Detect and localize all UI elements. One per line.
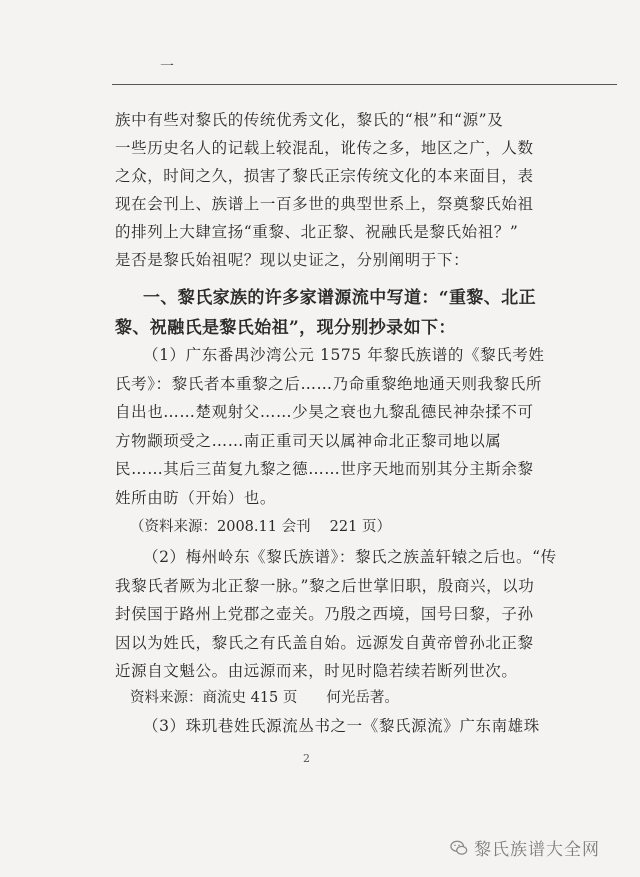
text-line: 的排列上大肆宣扬“重黎、北正黎、祝融氏是黎氏始祖？” <box>115 223 519 241</box>
watermark-text: 黎氏族谱大全网 <box>474 840 600 860</box>
text-line: 方物颛顼受之……南正重司天以属神命北正黎司地以属 <box>115 431 502 450</box>
heading-line: 黎、祝融氏是黎氏始祖”，现分别抄录如下： <box>115 318 456 338</box>
text-line: （2）梅州岭东《黎氏族谱》：黎氏之族盖轩辕之后也。“传 <box>143 548 557 566</box>
text-line: （1）广东番禺沙湾公元 1575 年黎氏族谱的《黎氏考姓 <box>143 346 545 364</box>
text-line: 自出也……楚观射父……少昊之衰也九黎乱德民神杂揉不可 <box>115 403 534 421</box>
text-line: 之众，时间之久，损害了黎氏正宗传统文化的本来面目，表 <box>115 167 534 185</box>
source-note-2: 资料来源：商流史 415 页 何光岳著。 <box>130 690 399 706</box>
watermark <box>450 835 600 860</box>
section-heading <box>115 283 625 343</box>
source-note-1: （资料来源：2008.11 会刊 221 页） <box>130 519 391 535</box>
paragraph-intro <box>115 106 615 274</box>
page-number: 2 <box>303 752 310 765</box>
text-line: 姓所由昉（开始）也。 <box>115 488 277 507</box>
item-2 <box>115 543 625 686</box>
top-rule <box>112 84 617 85</box>
text-line: 封侯国于路州上党郡之壶关。乃殷之西境，国号曰黎，子孙 <box>115 605 534 623</box>
wechat-icon <box>450 839 468 857</box>
text-line: 近源自文魁公。由远源而来，时见时隐若续若断列世次。 <box>115 662 518 680</box>
text-line: 民……其后三苗复九黎之德……世序天地而别其分主斯余黎 <box>115 460 534 478</box>
text-line: （3）珠玑巷姓氏源流丛书之一《黎氏源流》广东南雄珠 <box>143 717 540 735</box>
text-line: 是否是黎氏始祖呢？现以史证之，分别阐明于下： <box>115 251 470 269</box>
text-line: 我黎氏者厥为北正黎一脉。”黎之后世掌旧职，殷商兴，以功 <box>115 576 535 595</box>
item-3 <box>115 712 625 741</box>
text-line: 因以为姓氏，黎氏之有氏盖自始。远源发自黄帝曾孙北正黎 <box>115 633 534 652</box>
top-mark: 一 <box>160 59 174 75</box>
text-line: 氏考》：黎氏者本重黎之后……乃命重黎绝地通天则我黎氏所 <box>115 374 542 393</box>
item-1 <box>115 341 625 512</box>
heading-line: 一、黎氏家族的许多家谱源流中写道：“重黎、北正 <box>143 288 536 308</box>
text-line: 一些历史名人的记载上较混乱，讹传之多，地区之广，人数 <box>115 139 534 157</box>
text-line: 现在会刊上、族谱上一百多世的典型世系上，祭奠黎氏始祖 <box>115 195 534 213</box>
text-line: 族中有些对黎氏的传统优秀文化，黎氏的“根”和“源”及 <box>115 111 504 129</box>
